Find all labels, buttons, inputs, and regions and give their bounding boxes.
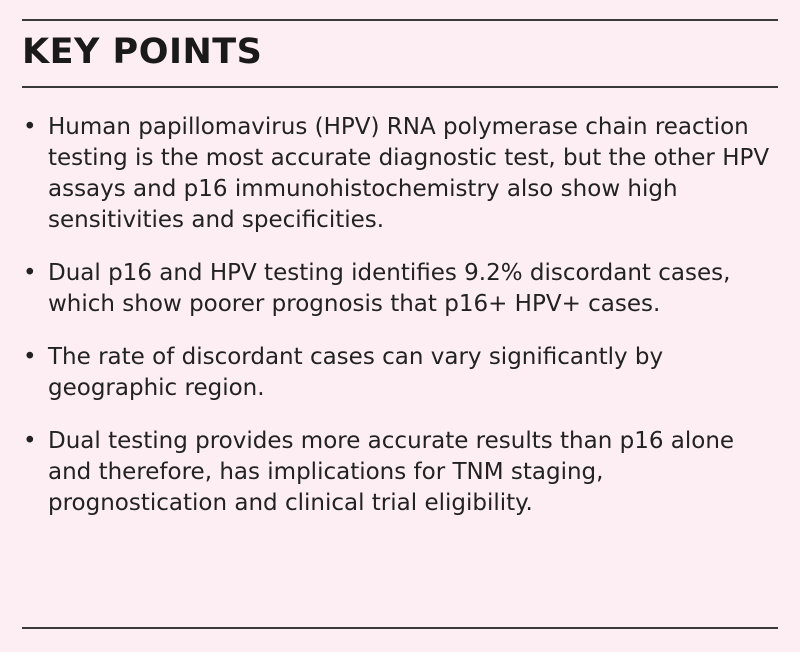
key-point-text: Dual testing provides more accurate results than p16 alone and therefore, has implications for TNM staging, prognostication and clinical trial eligibility.: [48, 428, 735, 516]
bullet-icon: •: [23, 260, 37, 286]
key-point-text: The rate of discordant cases can vary significantly by geographic region.: [48, 344, 664, 401]
bullet-icon: •: [23, 114, 37, 140]
key-point-item: [22, 112, 778, 236]
key-points-list: [22, 112, 778, 541]
key-point-item: [22, 258, 778, 320]
top-rule: [22, 19, 778, 21]
key-point-text: Dual p16 and HPV testing identifies 9.2% discordant cases, which show poorer prognosis that p16+ HPV+ cases.: [48, 260, 731, 317]
key-point-item: [22, 426, 778, 519]
key-point-item: [22, 342, 778, 404]
bottom-rule: [22, 627, 778, 629]
key-points-heading: KEY POINTS: [22, 32, 263, 72]
bullet-icon: •: [23, 428, 37, 454]
heading-divider: [22, 86, 778, 88]
bullet-icon: •: [23, 344, 37, 370]
key-point-text: Human papillomavirus (HPV) RNA polymerase chain reaction testing is the most accurate diagnostic test, but the other HPV assays and p16 immunohistochemistry also show high sensitivities and specificities.: [48, 114, 770, 233]
